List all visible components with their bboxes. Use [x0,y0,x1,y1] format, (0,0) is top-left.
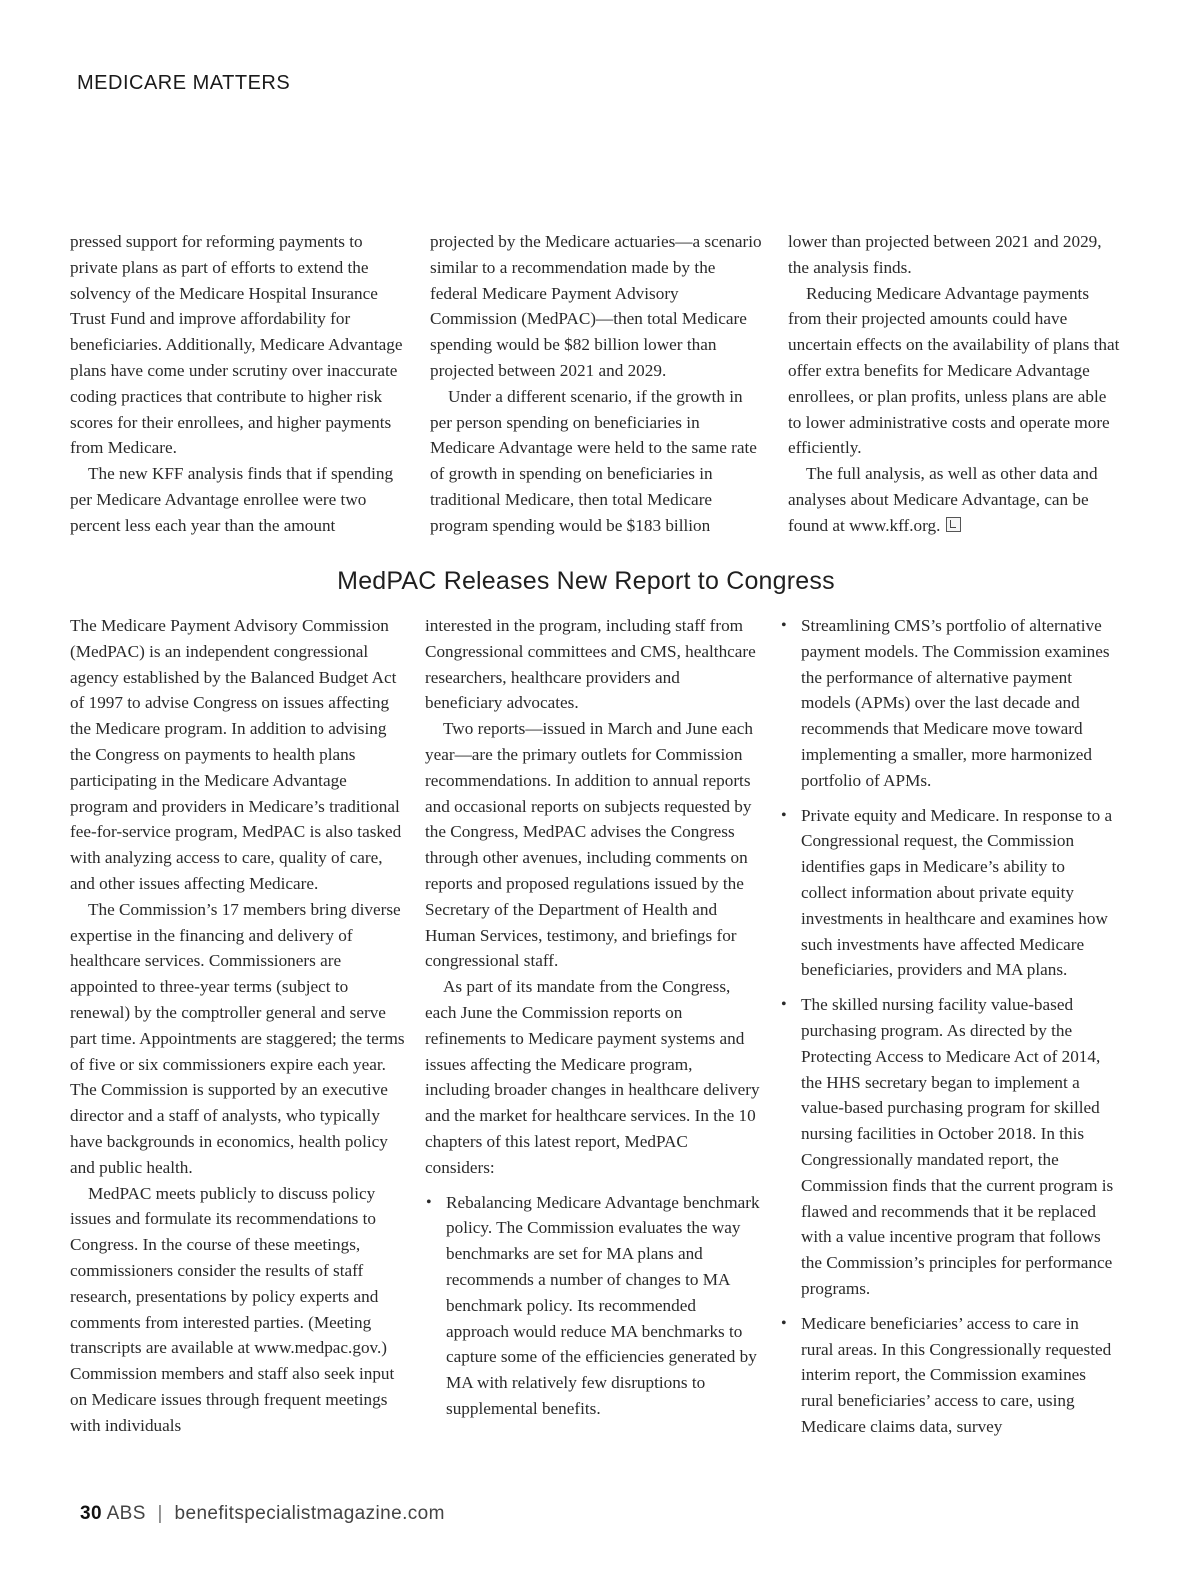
section-label: MEDICARE MATTERS [77,72,291,94]
bullet-list [780,613,1115,1440]
main-article-column-2 [425,613,760,1422]
page-number: 30 [80,1503,102,1524]
list-item: • Streamlining CMS’s portfolio of alternative payment models. The Commission examines the performance of alternative payment models (APMs) over the last decade and recommends that Medicare move toward implementing a smaller, more harmonized portfolio of APMs. [780,613,1115,794]
paragraph: The Medicare Payment Advisory Commission (MedPAC) is an independent congressional agency established by the Balanced Budget Act of 1997 to advise Congress on issues affecting the Medicare program. In addition to advising the Congress on payments to health plans participating in the Medicare Advantage program and providers in Medicare’s traditional fee-for-service program, MedPAC is also tasked with analyzing access to care, quality of care, and other issues affecting Medicare. [70,616,402,893]
list-item: • Medicare beneficiaries’ access to care in rural areas. In this Congressionally requested interim report, the Commission examines rural beneficiaries’ access to care, using Medicare claims data, survey [780,1311,1115,1440]
paragraph: Two reports—issued in March and June each year—are the primary outlets for Commission recommendations. In addition to annual reports and occasional reports on subjects requested by the Congress, MedPAC advises the Congress through other avenues, including comments on reports and proposed regulations issued by the Secretary of the Department of Health and Human Services, testimony, and briefings for congressional staff. [425,719,753,971]
main-article-column-3 [780,613,1115,1449]
closing-text: The full analysis, as well as other data and analyses about Medicare Advantage, can be found at www.kff.org. [788,464,1098,535]
paragraph: pressed support for reforming payments to private plans as part of efforts to extend the solvency of the Medicare Hospital Insurance Trust Fund and improve affordability for beneficiaries. Additionally, Medicare Advantage plans have come under scrutiny over inaccurate coding practices that contribute to higher risk scores for their enrollees, and higher payments from Medicare. [70,232,403,458]
paragraph-closing [788,461,1123,538]
article-title: MedPAC Releases New Report to Congress [337,567,835,595]
paragraph: projected by the Medicare actuaries—a scenario similar to a recommendation made by the federal Medicare Payment Advisory Commission (MedPAC)—then total Medicare spending would be $82 billion lower than projected between 2021 and 2029. [430,232,762,380]
list-item: • Private equity and Medicare. In response to a Congressional request, the Commission identifies gaps in Medicare’s ability to collect information about private equity investments in healthcare and examines how such investments have affected Medicare beneficiaries, providers and MA plans. [780,803,1115,984]
main-article-column-1 [70,613,405,1439]
top-article-column-2 [430,229,765,539]
paragraph: MedPAC meets publicly to discuss policy issues and formulate its recommendations to Congress. In the course of these meetings, commissioners consider the results of staff research, presentations by policy experts and comments from interested parties. (Meeting transcripts are available at www.medpac.gov.) Commission members and staff also seek input on Medicare issues through frequent meetings with individuals [70,1183,395,1435]
page-footer [80,1503,445,1525]
paragraph: Under a different scenario, if the growth in per person spending on beneficiaries in Medicare Advantage were held to the same rate of growth in spending on beneficiaries in traditional Medicare, then total Medicare program spending would be $183 billion [430,386,757,535]
top-article-column-3 [788,229,1123,539]
top-article-column-1 [70,229,405,539]
publication-name: ABS [106,1503,146,1524]
paragraph: interested in the program, including staff from Congressional committees and CMS, healthcare researchers, healthcare providers and beneficiary advocates. [425,616,756,713]
paragraph: The new KFF analysis finds that if spending per Medicare Advantage enrollee were two percent less each year than the amount [70,464,394,535]
website-link[interactable]: benefitspecialistmagazine.com [174,1503,445,1524]
end-of-article-icon [946,517,961,532]
paragraph: The Commission’s 17 members bring diverse expertise in the financing and delivery of healthcare services. Commissioners are appointed to three-year terms (subject to renewal) by the comptroller general and serve part time. Appointments are staggered; the terms of five or six commissioners expire each year. The Commission is supported by an executive director and a staff of analysts, who typically have backgrounds in economics, health policy and public health. [70,899,405,1177]
paragraph: lower than projected between 2021 and 2029, the analysis finds. [788,232,1102,277]
paragraph: As part of its mandate from the Congress, each June the Commission reports on refinements to Medicare payment systems and issues affecting the Medicare program, including broader changes in healthcare delivery and the market for healthcare services. In the 10 chapters of this latest report, MedPAC considers: [425,977,760,1177]
paragraph: Reducing Medicare Advantage payments from their projected amounts could have uncertain effects on the availability of plans that offer extra benefits for Medicare Advantage enrollees, or plan profits, unless plans are able to lower administrative costs and operate more efficiently. [788,283,1120,458]
list-item: • Rebalancing Medicare Advantage benchmark policy. The Commission evaluates the way benchmarks are set for MA plans and recommends a number of changes to MA benchmark policy. Its recommended approach would reduce MA benchmarks to capture some of the efficiencies generated by MA with relatively few disruptions to supplemental benefits. [425,1190,760,1422]
bullet-list [425,1190,760,1422]
list-item: • The skilled nursing facility value-based purchasing program. As directed by the Protecting Access to Medicare Act of 2014, the HHS secretary began to implement a value-based purchasing program for skilled nursing facilities in October 2018. In this Congressionally mandated report, the Commission finds that the current program is flawed and recommends that it be replaced with a value incentive program that follows the Commission’s principles for performance programs. [780,992,1115,1302]
footer-separator: | [157,1503,163,1524]
